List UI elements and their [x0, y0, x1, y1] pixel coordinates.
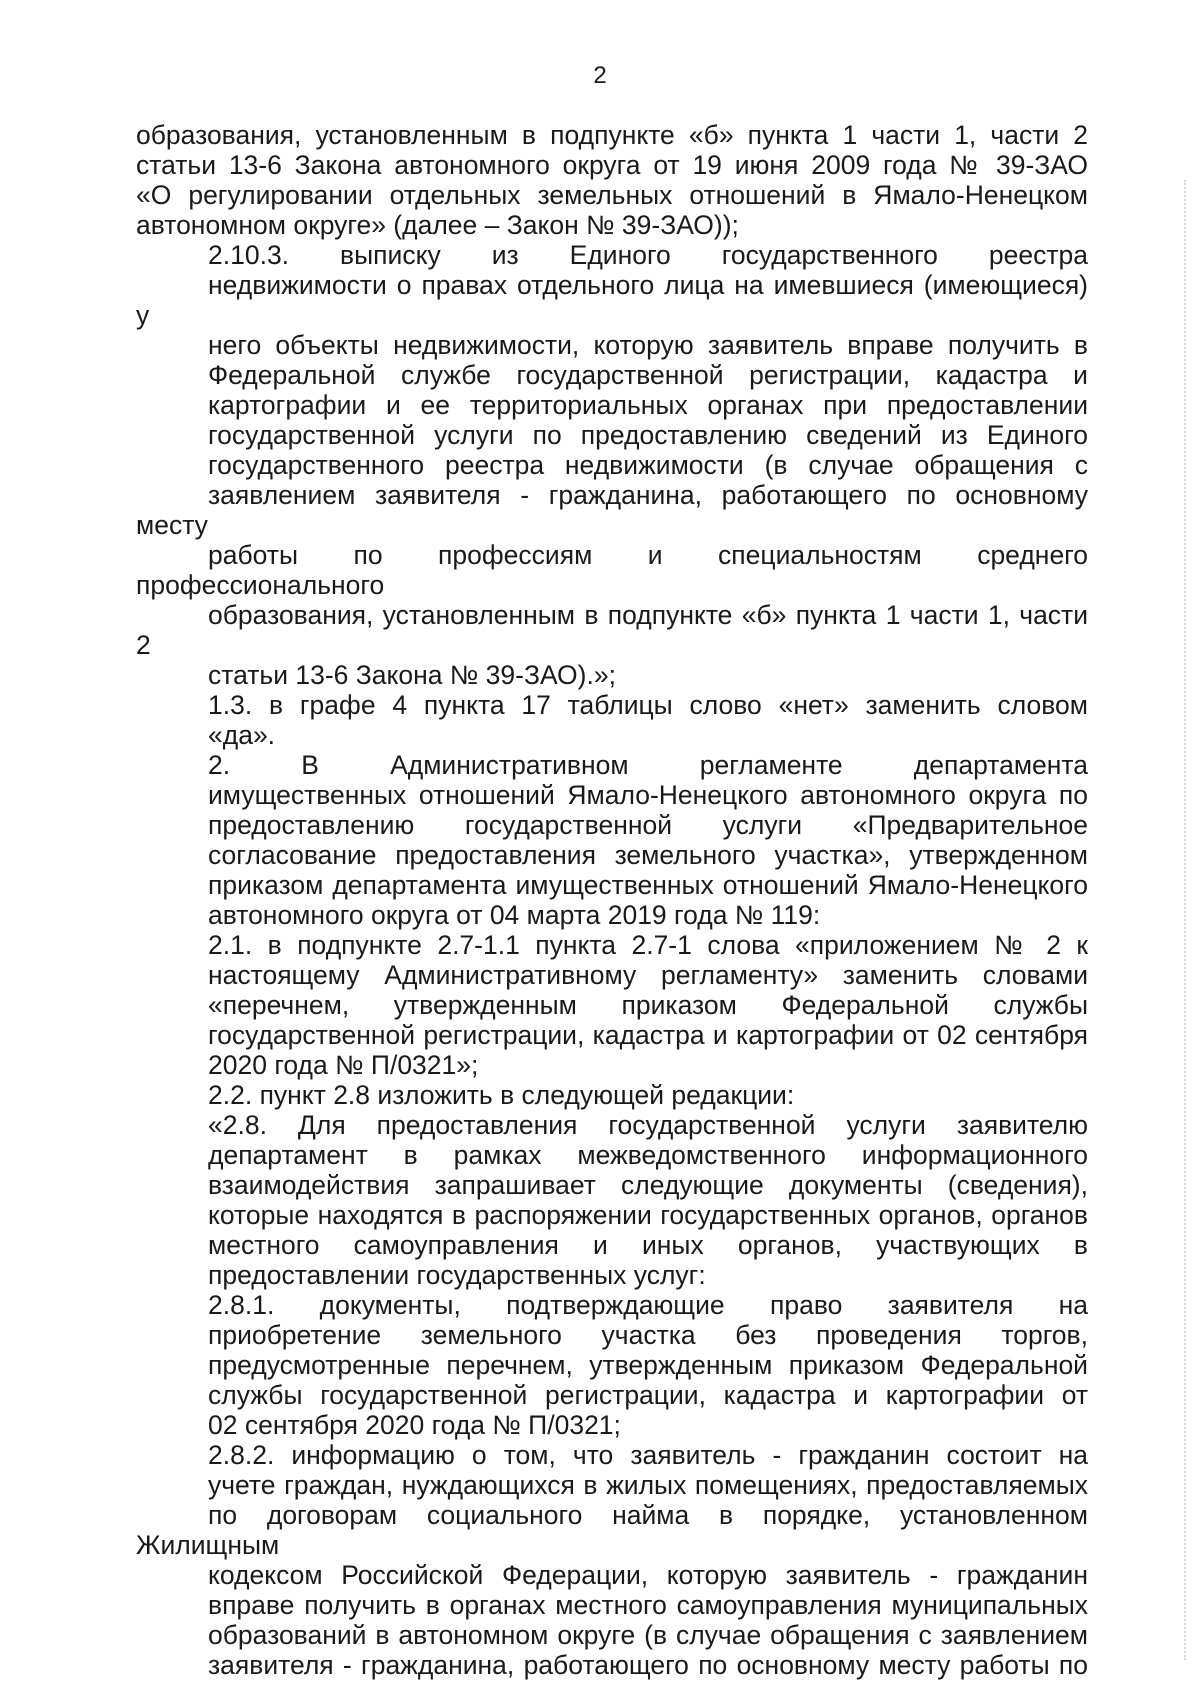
paragraph: [136, 1440, 1088, 1680]
text-line: 2020 года № П/0321»;: [208, 1050, 479, 1080]
text-line: 2.2. пункт 2.8 изложить в следующей редакции:: [208, 1080, 795, 1110]
text-line: «2.8. Для предоставления государственной услуги заявителю: [208, 1110, 1088, 1140]
text-line: настоящему Административному регламенту» заменить словами: [208, 960, 1088, 990]
scan-edge-marks: [1184, 180, 1186, 1660]
paragraph: [136, 930, 1088, 1080]
text-line: образования, установленным в подпункте «б» пункта 1 части 1, части 2: [136, 120, 1088, 150]
text-line: имущественных отношений Ямало-Ненецкого автономного округа по: [208, 780, 1088, 810]
text-line: предусмотренные перечнем, утвержденным приказом Федеральной: [208, 1350, 1088, 1380]
text-line: автономного округа от 04 марта 2019 года № 119:: [208, 900, 821, 930]
paragraph: [136, 750, 1088, 930]
text-line: службы государственной регистрации, кадастра и картографии от: [208, 1380, 1088, 1410]
text-line: кодексом Российской Федерации, которую заявитель - гражданин: [208, 1560, 1088, 1590]
text-line: заявлением заявителя - гражданина, работающего по основному месту: [136, 480, 1088, 540]
text-line: 2. В Административном регламенте департамента: [208, 750, 1088, 780]
text-line: 2.10.3. выписку из Единого государственного реестра: [208, 240, 1088, 270]
text-line: 02 сентября 2020 года № П/0321;: [208, 1410, 621, 1440]
text-line: 2.1. в подпункте 2.7-1.1 пункта 2.7-1 слова «приложением № 2 к: [208, 930, 1088, 960]
text-line: образования, установленным в подпункте «б» пункта 1 части 1, части 2: [136, 600, 1088, 660]
text-line: него объекты недвижимости, которую заявитель вправе получить в: [208, 330, 1088, 360]
text-line: работы по профессиям и специальностям среднего профессионального: [136, 540, 1088, 600]
paragraph: [136, 240, 1088, 690]
text-line: приказом департамента имущественных отношений Ямало-Ненецкого: [208, 870, 1088, 900]
text-line: местного самоуправления и иных органов, участвующих в: [208, 1230, 1088, 1260]
paragraph: [136, 1110, 1088, 1290]
paragraph: [136, 120, 1088, 240]
text-line: предоставлению государственной услуги «Предварительное: [208, 810, 1088, 840]
text-line: взаимодействия запрашивает следующие документы (сведения),: [208, 1170, 1088, 1200]
document-body: [136, 120, 1088, 1680]
text-line: «да».: [208, 720, 276, 750]
paragraph: [136, 1290, 1088, 1440]
text-line: статьи 13-6 Закона автономного округа от 19 июня 2009 года № 39-ЗАО: [136, 150, 1088, 180]
text-line: «О регулировании отдельных земельных отношений в Ямало-Ненецком: [136, 180, 1088, 210]
text-line: 2.8.2. информацию о том, что заявитель - гражданин состоит на: [208, 1440, 1088, 1470]
paragraph: [136, 1080, 1088, 1110]
text-line: образований в автономном округе (в случае обращения с заявлением: [208, 1620, 1088, 1650]
text-line: «перечнем, утвержденным приказом Федеральной службы: [208, 990, 1088, 1020]
text-line: недвижимости о правах отдельного лица на имевшиеся (имеющиеся) у: [136, 270, 1088, 330]
text-line: государственного реестра недвижимости (в случае обращения с: [208, 450, 1088, 480]
text-line: предоставлении государственных услуг:: [208, 1260, 706, 1290]
text-line: государственной услуги по предоставлению сведений из Единого: [208, 420, 1088, 450]
text-line: по договорам социального найма в порядке, установленном Жилищным: [136, 1500, 1088, 1560]
text-line: Федеральной службе государственной регистрации, кадастра и: [208, 360, 1088, 390]
text-line: картографии и ее территориальных органах при предоставлении: [208, 390, 1088, 420]
text-line: вправе получить в органах местного самоуправления муниципальных: [208, 1590, 1088, 1620]
text-line: 2.8.1. документы, подтверждающие право заявителя на: [208, 1290, 1088, 1320]
text-line: статьи 13-6 Закона № 39-ЗАО).»;: [208, 660, 616, 690]
page-number: 2: [593, 62, 607, 89]
paragraph: [136, 690, 1088, 750]
text-line: 1.3. в графе 4 пункта 17 таблицы слово «нет» заменить словом: [208, 690, 1088, 720]
text-line: заявителя - гражданина, работающего по основному месту работы по: [208, 1650, 1088, 1680]
text-line: департамент в рамках межведомственного информационного: [208, 1140, 1088, 1170]
text-line: приобретение земельного участка без проведения торгов,: [208, 1320, 1088, 1350]
text-line: государственной регистрации, кадастра и картографии от 02 сентября: [208, 1020, 1088, 1050]
text-line: учете граждан, нуждающихся в жилых помещениях, предоставляемых: [208, 1470, 1088, 1500]
text-line: согласование предоставления земельного участка», утвержденном: [208, 840, 1088, 870]
text-line: автономном округе» (далее – Закон № 39-ЗАО));: [136, 210, 739, 240]
text-line: которые находятся в распоряжении государственных органов, органов: [208, 1200, 1088, 1230]
